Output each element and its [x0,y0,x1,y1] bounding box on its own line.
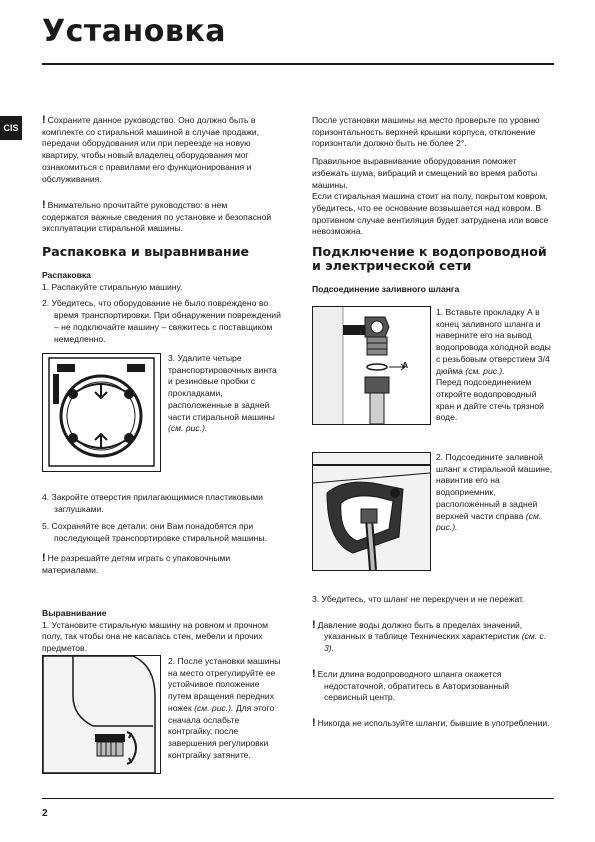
subheading-hose: Подсоединение заливного шланга [312,284,460,294]
gasket-label-a: A [402,360,409,370]
title-rule [42,63,554,65]
hose-connection-illustration [312,452,431,571]
hose-step-3: 3. Убедитесь, что шланг не перекручен и не пережат. [312,594,525,604]
hose-step-2: 2. Подсоедините заливной шланг к стиральной машине, навинтив его на водоприемник, расположенный в задней верхней части справа (см. рис.). [436,452,553,533]
leveling-notes: После установки машины на место проверьте по уровню горизонтальность верхней крышки корпуса, отклонение горизонтали должно быть не более 2°. Правильное выравнивание оборудования поможет избежать шума, вибраций и смещений во время работы машины. Если стиральная машина стоит на полу, покрытом ковром, убедитесь, что ее основание возвышается над ковром. В противном случае вентиляция будет затруднена или вовсе невозможна. [312,115,549,237]
heading-unpack-level: Распаковка и выравнивание [42,244,250,259]
step-4: 4. Закройте отверстия прилагающимися пластиковыми заглушками. [42,492,263,514]
warning-exclamation-icon: ! [42,551,46,564]
step-1: 1. Распакуйте стиральную машину. [42,281,183,292]
subheading-unpack: Распаковка [42,270,91,280]
page-number: 2 [42,808,48,819]
heading-connect: Подключение к водопроводной и электрической сети [312,244,547,273]
level-step-2: 2. После установки машины на место отрегулируйте ее устойчивое положение путем вращения передних ножек (см. рис.). Для этого сначала ослабьте контргайку, после завершения регулировки контргайку затяните. [168,656,281,760]
steps-4-5: 4. Закройте отверстия прилагающимися пластиковыми заглушками. 5. Сохраняйте все детали: они Вам понадобятся при последующей транспортировке стиральной машины. ! Не разрешайте детям играть с упаковочными материалами. [42,492,282,576]
page-title: Установка [42,14,226,49]
intro-note-2: ! Внимательно прочитайте руководство: в нем содержатся важные сведения по установке и безопасной эксплуатации стиральной машины. [42,199,272,234]
level-section [42,608,282,655]
level-step-1: 1. Установите стиральную машину на ровном и прочном полу, так чтобы она не касалась стен, мебели и прочих предметов. [42,619,269,654]
section-tab: CIS [0,116,22,140]
footer-rule [42,798,554,799]
warning-pressure: ! Давление воды должно быть в пределах значений, указанных в таблице Технических характеристик (см. с. 3). [312,618,547,654]
unpack-section [42,270,282,345]
warning-length: ! Если длина водопроводного шланга окажется недостаточной, обратитесь в Авторизованный сервисный центр. [312,667,510,703]
subheading-level: Выравнивание [42,608,107,618]
step-5: 5. Сохраняйте все детали: они Вам понадобятся при последующей транспортировке стиральной машины. [42,521,267,544]
warning-used-hoses: ! Никогда не используйте шланги, бывшие в употреблении. [312,716,550,729]
hose-step-1: 1. Вставьте прокладку А в конец заливного шланга и наверните его на вывод водопровода холодной воды с резьбовым отверстием 3/4 дюйма (см. рис.). Перед подсоединением откройте водопроводный кран и дайте стечь грязной воде. [436,307,551,423]
tap-hose-illustration [312,306,431,425]
warning-exclamation-icon: ! [312,716,316,729]
intro-note-1: ! Сохраните данное руководство. Оно должно быть в комплекте со стиральной машиной в случае продажи, передачи оборудования или при переезде на новую квартиру, чтобы новый владелец оборудования мог ознакомиться с правилами его функционирования и обслуживания. [42,114,260,184]
transport-bolts-illustration [42,353,161,472]
hose-warnings [312,594,554,730]
step-3: 3. Удалите четыре транспортировочных винта и резиновые пробки с прокладками, расположенные в задней части стиральной машины (см. рис.). [168,353,277,434]
leveling-feet-illustration [42,655,161,774]
step-2: 2. Убедитесь, что оборудование не было повреждено во время транспортировки. При обнаружении повреждений – не подключайте машину – свяжитесь с поставщиком немедленно. [42,298,281,344]
warning-exclamation-icon: ! [312,667,316,680]
warning-exclamation-icon: ! [312,618,316,631]
warning-exclamation-icon: ! [42,114,46,126]
warning-exclamation-icon: ! [42,199,46,211]
